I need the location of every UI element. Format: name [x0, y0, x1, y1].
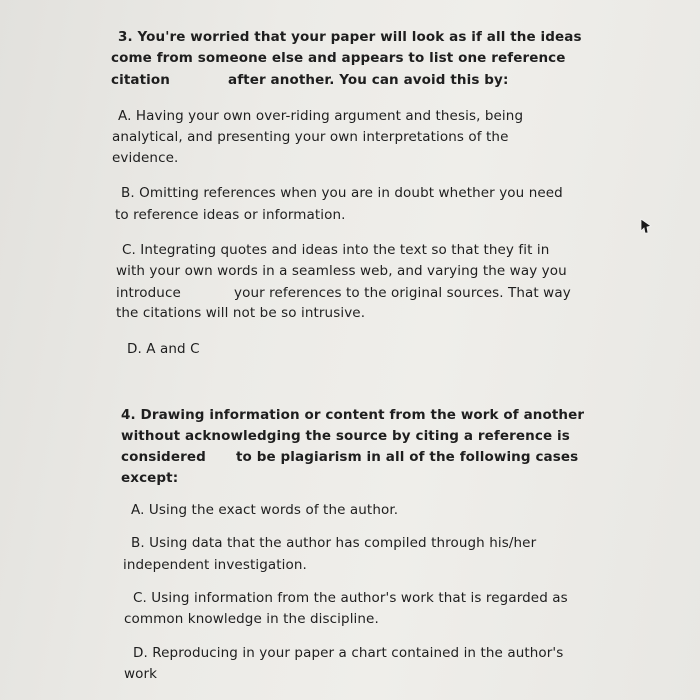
q3-option-a-line-2: analytical, and presenting your own interpretations of the — [112, 129, 509, 145]
q3-stem-line-3b: after another. You can avoid this by: — [228, 72, 509, 88]
q4-option-b-line-2: independent investigation. — [123, 557, 307, 573]
q3-option-a-line-1: A. Having your own over-riding argument and thesis, being — [118, 108, 524, 124]
q3-option-c-line-1: C. Integrating quotes and ideas into the text so that they fit in — [122, 242, 550, 258]
q3-option-c-line-4: the citations will not be so intrusive. — [116, 305, 366, 321]
q4-option-c-line-2: common knowledge in the discipline. — [124, 611, 379, 627]
q4-option-c-line-1: C. Using information from the author's work that is regarded as — [133, 590, 568, 606]
q3-stem-line-1: 3. You're worried that your paper will look as if all the ideas — [118, 29, 582, 45]
q3-option-b-line-1: B. Omitting references when you are in doubt whether you need — [121, 185, 563, 201]
q4-option-d-line-2: work — [124, 666, 158, 682]
q4-stem-line-2: without acknowledging the source by citing a reference is — [121, 428, 570, 444]
q3-option-b-line-2: to reference ideas or information. — [115, 207, 346, 223]
q3-option-c-line-3b: your references to the original sources. That way — [234, 285, 571, 301]
q4-stem-line-3b: to be plagiarism in all of the following cases — [236, 449, 579, 465]
q4-stem-line-1: 4. Drawing information or content from the work of another — [121, 407, 585, 423]
q3-option-c-line-3a: introduce — [116, 285, 181, 301]
q4-option-b-line-1: B. Using data that the author has compiled through his/her — [131, 535, 537, 551]
q3-stem-line-2: come from someone else and appears to list one reference — [111, 50, 566, 66]
q4-option-a-line-1: A. Using the exact words of the author. — [131, 502, 399, 518]
mouse-pointer-icon — [639, 218, 653, 234]
q3-option-a-line-3: evidence. — [112, 150, 179, 166]
q3-option-d-line-1: D. A and C — [127, 341, 200, 357]
q4-option-d-line-1: D. Reproducing in your paper a chart contained in the author's — [133, 645, 564, 661]
q4-stem-line-4: except: — [121, 470, 179, 486]
q3-option-c-line-2: with your own words in a seamless web, and varying the way you — [116, 263, 567, 279]
q3-stem-line-3a: citation — [111, 72, 170, 88]
q4-stem-line-3a: considered — [121, 449, 206, 465]
